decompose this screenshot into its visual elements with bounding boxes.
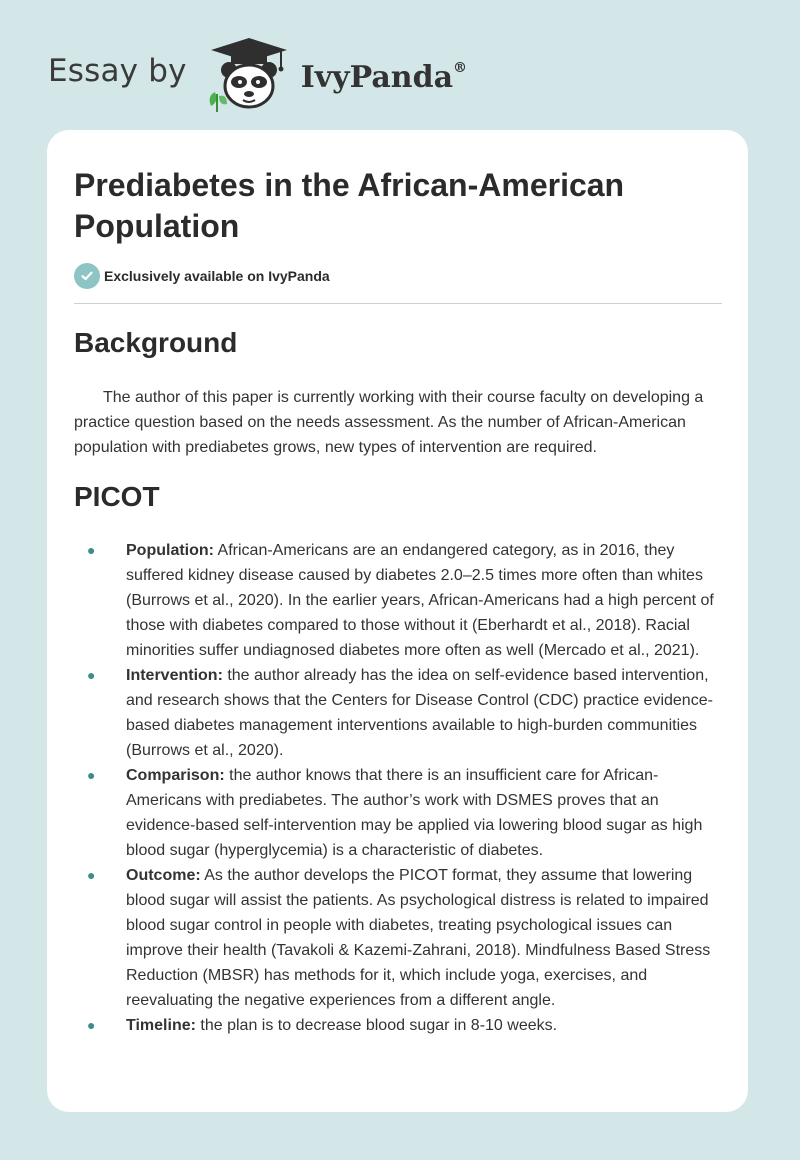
- title-divider: [74, 303, 722, 304]
- picot-term: Population:: [126, 542, 214, 559]
- picot-text: African-Americans are an endangered category, as in 2016, they suffered kidney disease caused by diabetes 2.0–2.5 times more often than whites (Burrows et al., 2020). In the earlier years, African-Americans had a high percent of those with diabetes compared to those without it (Eberhardt et al., 2018). Racial minorities suffer undiagnosed diabetes more often as well (Mercado et al., 2021).: [126, 542, 714, 659]
- section-heading-background: Background: [74, 327, 238, 358]
- picot-item-population: [74, 538, 722, 663]
- panda-graduate-icon: [201, 34, 297, 114]
- page-title: Prediabetes in the African-American Population: [74, 167, 625, 244]
- bullet-dot-icon: ●: [87, 867, 96, 883]
- picot-list: [74, 538, 722, 1038]
- picot-item-comparison: [74, 763, 722, 863]
- bullet-dot-icon: ●: [87, 667, 96, 683]
- exclusive-badge-label: Exclusively available on IvyPanda: [104, 268, 330, 284]
- essay-card: [47, 130, 748, 1112]
- check-circle-icon: [74, 263, 100, 289]
- picot-item-outcome: [74, 863, 722, 1013]
- bullet-dot-icon: ●: [87, 542, 96, 558]
- section-heading-picot: PICOT: [74, 481, 160, 512]
- bullet-dot-icon: ●: [87, 1017, 96, 1033]
- picot-term: Outcome:: [126, 867, 201, 884]
- bullet-dot-icon: ●: [87, 767, 96, 783]
- exclusive-badge: [74, 263, 330, 289]
- picot-term: Timeline:: [126, 1017, 196, 1034]
- background-paragraph: The author of this paper is currently working with their course faculty on developing a practice question based on the needs assessment. As the number of African-American population with prediabetes grows, new types of intervention are required.: [74, 389, 704, 456]
- picot-item-intervention: [74, 663, 722, 763]
- site-header: [48, 34, 467, 114]
- picot-text: the plan is to decrease blood sugar in 8-10 weeks.: [195, 1017, 558, 1034]
- picot-text: the author knows that there is an insufficient care for African-Americans with prediabetes. The author’s work with DSMES proves that an evidence-based self-intervention may be applied via lowering blood sugar as high blood sugar (hyperglycemia) is a characteristic of diabetes.: [126, 767, 703, 859]
- picot-term: Comparison:: [126, 767, 225, 784]
- picot-text: As the author develops the PICOT format, they assume that lowering blood sugar will assist the patients. As psychological distress is related to impaired blood sugar control in people with diabetes, treating psychological issues can improve their health (Tavakoli & Kazemi-Zahrani, 2018). Mindfulness Based Stress Reduction (MBSR) has methods for it, which include yoga, exercises, and reevaluating the negative experiences from a different angle.: [126, 867, 711, 1009]
- picot-term: Intervention:: [126, 667, 223, 684]
- brand-name[interactable]: [301, 60, 467, 95]
- picot-item-timeline: [74, 1013, 722, 1038]
- essay-by-label: Essay by: [48, 53, 187, 89]
- brand-name-text: IvyPanda: [300, 59, 454, 95]
- picot-text: the author already has the idea on self-evidence based intervention, and research shows that the Centers for Disease Control (CDC) practice evidence-based diabetes management interventions available to high-burden communities (Burrows et al., 2020).: [126, 667, 713, 759]
- registered-mark: ®: [453, 59, 468, 76]
